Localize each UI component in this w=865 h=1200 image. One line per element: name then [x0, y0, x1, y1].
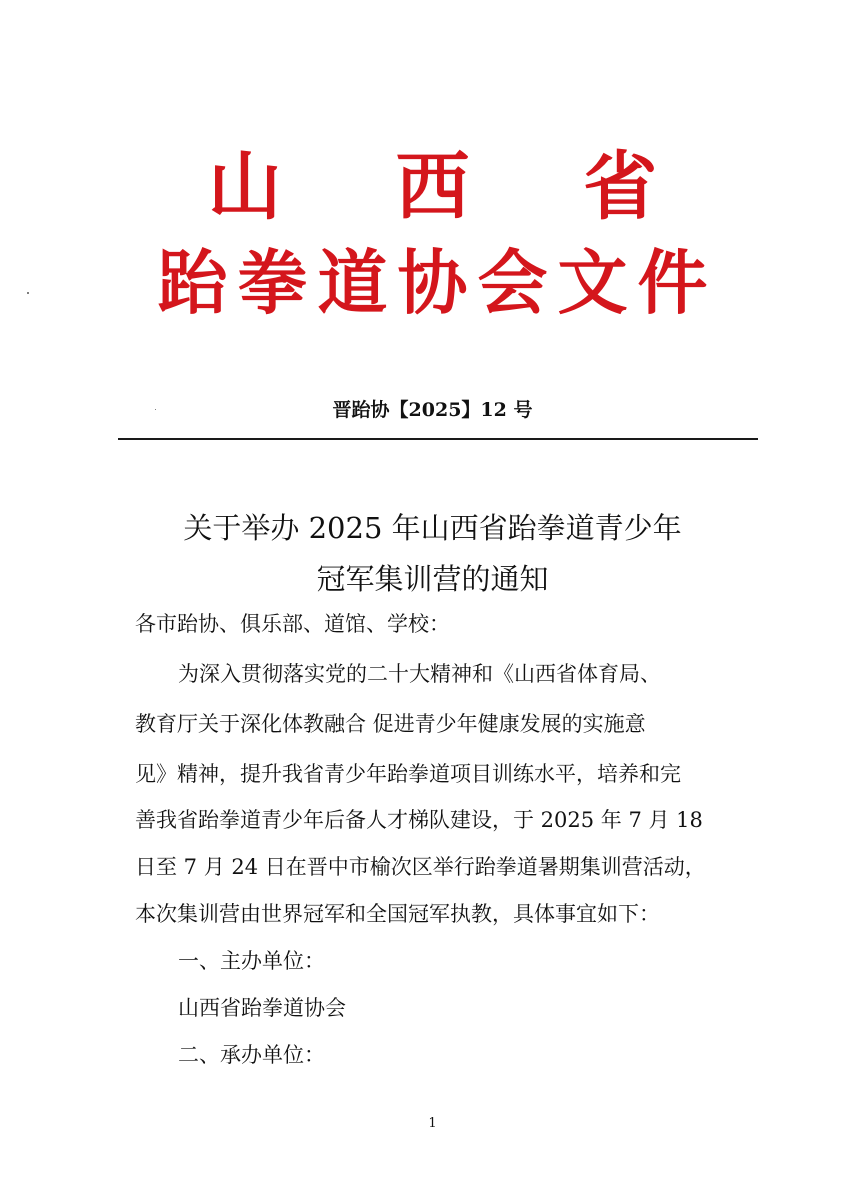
document-number: 晋跆协【2025】12 号 — [332, 399, 533, 421]
document-title-line-2: 冠军集训营的通知 — [316, 562, 549, 596]
header-issuer-line-1: 山 西 省 — [207, 144, 702, 230]
body-line: 本次集训营由世界冠军和全国冠军执教，具体事宜如下： — [135, 902, 660, 926]
header-divider-rule — [118, 438, 758, 440]
header-issuer-line-2: 跆拳道协会文件 — [157, 241, 718, 324]
body-line: 为深入贯彻落实党的二十大精神和《山西省体育局、 — [178, 662, 661, 686]
body-line: 日至 7 月 24 日在晋中市榆次区举行跆拳道暑期集训营活动， — [135, 855, 706, 879]
document-title-line-1: 关于举办 2025 年山西省跆拳道青少年 — [183, 511, 682, 545]
salutation: 各市跆协、俱乐部、道馆、学校： — [135, 612, 450, 636]
body-line: 教育厅关于深化体教融合 促进青少年健康发展的实施意 — [135, 712, 646, 736]
page-number: 1 — [428, 1116, 437, 1131]
section-heading-undertaker: 二、承办单位： — [178, 1043, 325, 1067]
body-line: 见》精神，提升我省青少年跆拳道项目训练水平，培养和完 — [135, 762, 681, 786]
section-heading-organizer: 一、主办单位： — [178, 949, 325, 973]
section-content-organizer: 山西省跆拳道协会 — [178, 996, 346, 1020]
body-line: 善我省跆拳道青少年后备人才梯队建设，于 2025 年 7 月 18 — [135, 808, 703, 832]
